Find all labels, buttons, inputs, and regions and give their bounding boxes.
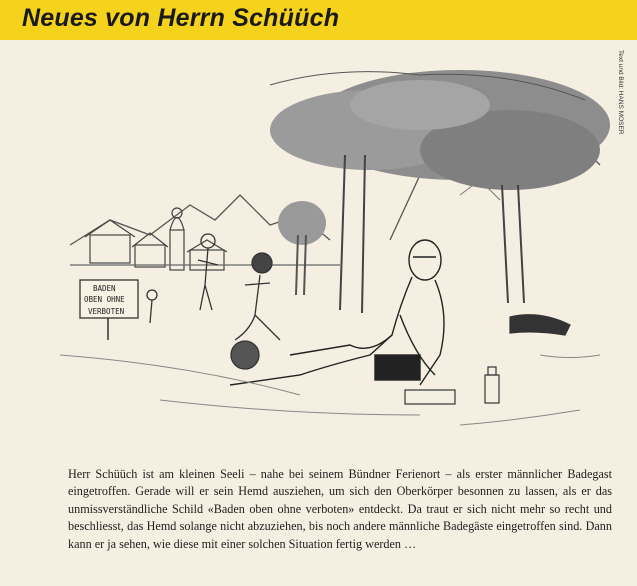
tree-crown bbox=[270, 70, 610, 190]
tree-trunk-left bbox=[340, 155, 365, 313]
beach-items bbox=[405, 315, 570, 404]
credit-text: Text und Bild: HANS MOSER bbox=[617, 50, 624, 135]
title-banner bbox=[0, 0, 637, 40]
sign-line-2: OBEN OHNE bbox=[84, 295, 125, 304]
page-title: Neues von Herrn Schüüch bbox=[22, 4, 340, 32]
story-paragraph: Herr Schüüch ist am kleinen Seeli – nahe bei seinem Bündner Ferienort – als erster männlicher Badegast eingetroffen. Gerade will er sein Hemd ausziehen, um sich den Oberkörper besonnen zu lassen, als er das unmissverständliche Schild «Baden oben ohne verboten» entdeckt. Da traut er sich nicht mehr so recht und beschliesst, das Hemd solange nicht abzuziehen, bis noch andere männliche Badegäste eingetroffen sind. Dann kann er ja sehen, wie diese mit einer solchen Situation fertig werden … bbox=[68, 467, 612, 551]
small-tree bbox=[278, 201, 326, 295]
author-credit bbox=[612, 50, 624, 160]
sign-line-3: VERBOTEN bbox=[88, 307, 125, 316]
sign-line-1: BADEN bbox=[93, 284, 116, 293]
tree-trunk-right bbox=[502, 185, 524, 303]
bathing-sign bbox=[80, 280, 138, 340]
bathers-left bbox=[147, 234, 280, 369]
cartoon-illustration bbox=[40, 55, 610, 455]
